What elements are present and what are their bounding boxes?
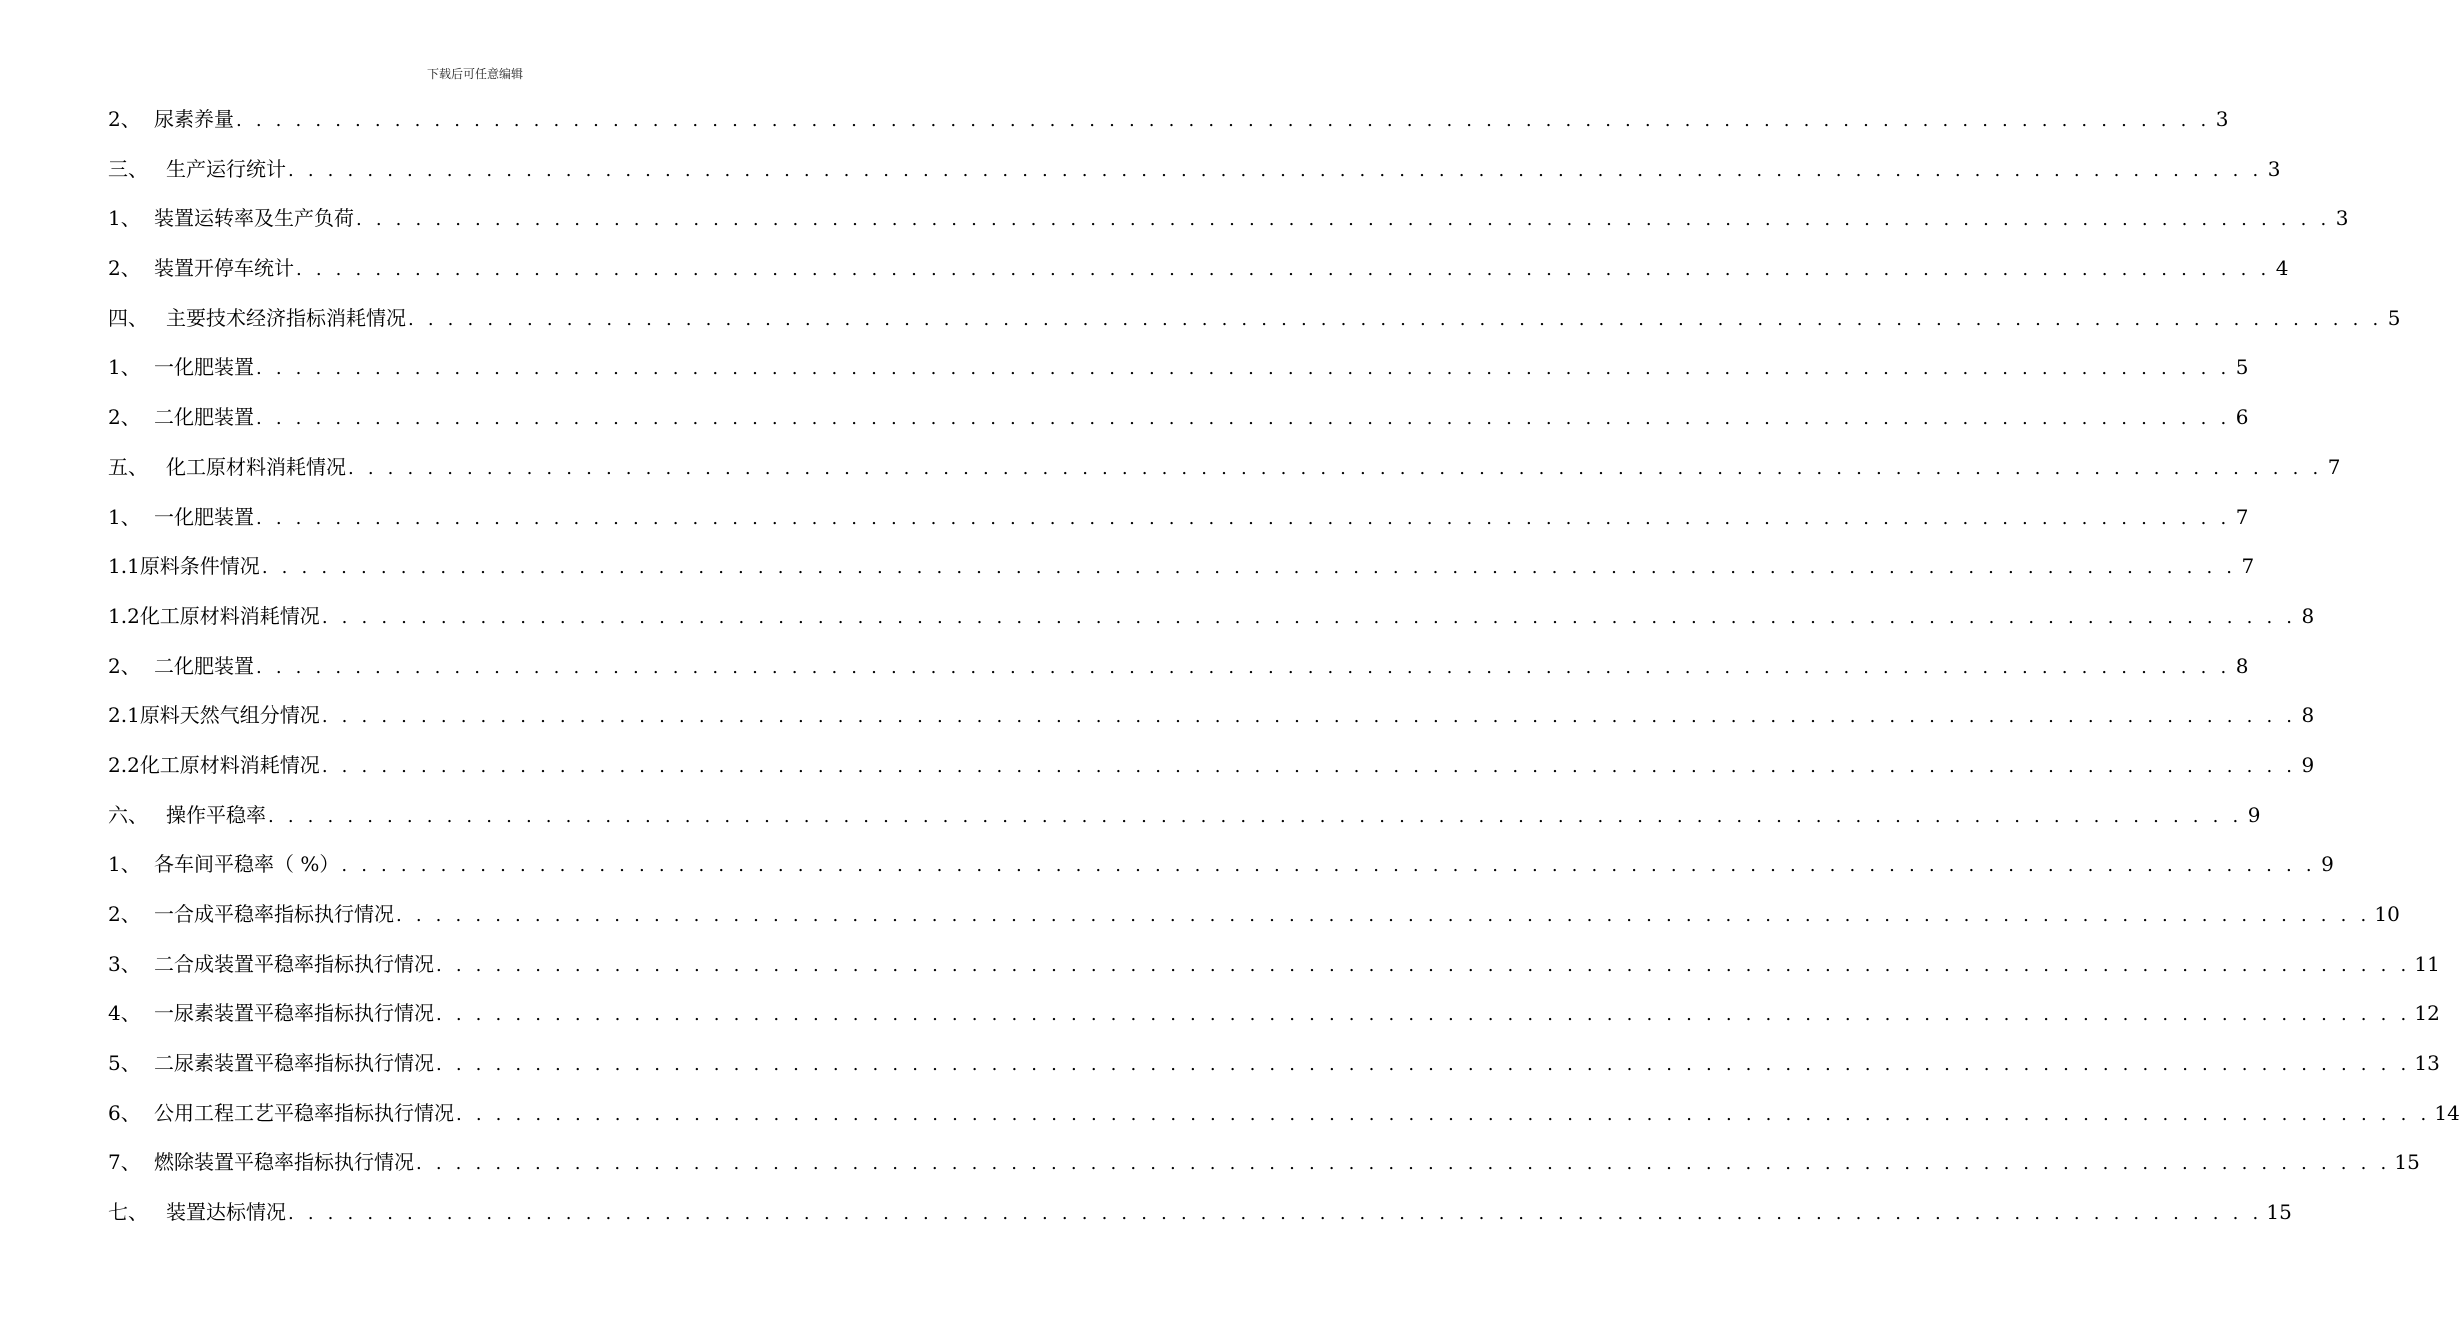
toc-entry[interactable]: [108, 1048, 2440, 1098]
toc-dot-leader: . . . . . . . . . . . . . . . . . . . . . . . . . . . . . . . . . . . . . . . . . . . . . . . . . . . . . . . . . . . . . . . . . . . . . . . . . . . . . . . . . . . . . . . . . . . . . . . . . . . .: [288, 1203, 2263, 1225]
toc-entry-number: 2.1: [108, 703, 140, 728]
toc-dot-leader: . . . . . . . . . . . . . . . . . . . . . . . . . . . . . . . . . . . . . . . . . . . . . . . . . . . . . . . . . . . . . . . . . . . . . . . . . . . . . . . . . . . . . . . . . . . . . . . . . . . .: [408, 308, 2383, 330]
toc-dot-leader: . . . . . . . . . . . . . . . . . . . . . . . . . . . . . . . . . . . . . . . . . . . . . . . . . . . . . . . . . . . . . . . . . . . . . . . . . . . . . . . . . . . . . . . . . . . . . . . . . . . .: [356, 209, 2331, 231]
toc-entry-page-number: 9: [2301, 752, 2315, 777]
toc-entry[interactable]: [108, 750, 2315, 800]
toc-entry[interactable]: [108, 452, 2341, 502]
toc-dot-leader: . . . . . . . . . . . . . . . . . . . . . . . . . . . . . . . . . . . . . . . . . . . . . . . . . . . . . . . . . . . . . . . . . . . . . . . . . . . . . . . . . . . . . . . . . . . . . . . . . . . .: [256, 358, 2231, 380]
toc-entry-title: 化工原材料消耗情况: [166, 454, 346, 479]
toc-entry-number: 2、: [108, 653, 141, 678]
toc-entry-page-number: 8: [2301, 703, 2315, 728]
toc-entry-number: 2、: [108, 107, 141, 131]
page-header: 下载后可任意编辑: [426, 67, 523, 81]
toc-dot-leader: . . . . . . . . . . . . . . . . . . . . . . . . . . . . . . . . . . . . . . . . . . . . . . . . . . . . . . . . . . . . . . . . . . . . . . . . . . . . . . . . . . . . . . . . . . . . . . . . . . . .: [416, 1153, 2391, 1175]
toc-entry-title: 装置达标情况: [166, 1200, 286, 1225]
toc-entry[interactable]: [108, 800, 2261, 850]
toc-entry-title: 操作平稳率: [166, 802, 266, 827]
toc-entry-page-number: 15: [2266, 1200, 2292, 1225]
toc-entry-number: 5、: [108, 1051, 141, 1076]
toc-dot-leader: . . . . . . . . . . . . . . . . . . . . . . . . . . . . . . . . . . . . . . . . . . . . . . . . . . . . . . . . . . . . . . . . . . . . . . . . . . . . . . . . . . . . . . . . . . . . . . . . . . . .: [256, 408, 2231, 430]
toc-entry-number: 2、: [108, 256, 141, 281]
toc-dot-leader: . . . . . . . . . . . . . . . . . . . . . . . . . . . . . . . . . . . . . . . . . . . . . . . . . . . . . . . . . . . . . . . . . . . . . . . . . . . . . . . . . . . . . . . . . . . . . . . . . . . .: [236, 110, 2211, 131]
toc-entry-title: 主要技术经济指标消耗情况: [166, 305, 406, 330]
toc-entry-number: 1.2: [108, 603, 140, 628]
toc-dot-leader: . . . . . . . . . . . . . . . . . . . . . . . . . . . . . . . . . . . . . . . . . . . . . . . . . . . . . . . . . . . . . . . . . . . . . . . . . . . . . . . . . . . . . . . . . . . . . . . . . . . .: [436, 954, 2411, 976]
toc-entry-title: 二化肥装置: [154, 653, 254, 678]
toc-entry-title: 公用工程工艺平稳率指标执行情况: [154, 1100, 454, 1125]
toc-entry-title: 二合成装置平稳率指标执行情况: [154, 951, 434, 976]
table-of-contents: [108, 104, 2460, 1247]
toc-entry-page-number: 7: [2235, 504, 2249, 529]
toc-dot-leader: . . . . . . . . . . . . . . . . . . . . . . . . . . . . . . . . . . . . . . . . . . . . . . . . . . . . . . . . . . . . . . . . . . . . . . . . . . . . . . . . . . . . . . . . . . . . . . . . . . . .: [436, 1004, 2411, 1026]
toc-entry[interactable]: [108, 998, 2440, 1048]
toc-entry-number: 六、: [108, 802, 148, 827]
toc-entry-page-number: 9: [2321, 852, 2334, 877]
toc-entry[interactable]: [108, 1147, 2420, 1197]
toc-entry-number: 七、: [108, 1200, 148, 1225]
toc-entry[interactable]: [108, 700, 2315, 750]
toc-entry-page-number: 3: [2335, 206, 2349, 231]
toc-entry[interactable]: [108, 352, 2249, 402]
toc-dot-leader: . . . . . . . . . . . . . . . . . . . . . . . . . . . . . . . . . . . . . . . . . . . . . . . . . . . . . . . . . . . . . . . . . . . . . . . . . . . . . . . . . . . . . . . . . . . . . . . . . . . .: [396, 905, 2371, 926]
toc-dot-leader: . . . . . . . . . . . . . . . . . . . . . . . . . . . . . . . . . . . . . . . . . . . . . . . . . . . . . . . . . . . . . . . . . . . . . . . . . . . . . . . . . . . . . . . . . . . . . . . . . . . .: [256, 656, 2231, 678]
toc-entry-title: 一合成平稳率指标执行情况: [154, 902, 394, 926]
toc-entry-title: 二尿素装置平稳率指标执行情况: [154, 1051, 434, 1076]
toc-dot-leader: . . . . . . . . . . . . . . . . . . . . . . . . . . . . . . . . . . . . . . . . . . . . . . . . . . . . . . . . . . . . . . . . . . . . . . . . . . . . . . . . . . . . . . . . . . . . . . . . . . . .: [288, 159, 2263, 181]
toc-entry[interactable]: [108, 154, 2281, 204]
toc-dot-leader: . . . . . . . . . . . . . . . . . . . . . . . . . . . . . . . . . . . . . . . . . . . . . . . . . . . . . . . . . . . . . . . . . . . . . . . . . . . . . . . . . . . . . . . . . . . . . . . . . . . .: [456, 1103, 2431, 1125]
toc-entry-number: 五、: [108, 454, 148, 479]
toc-entry-title: 原料天然气组分情况: [139, 703, 320, 728]
toc-entry-page-number: 14: [2434, 1100, 2460, 1125]
toc-entry-page-number: 9: [2247, 802, 2261, 827]
toc-entry-number: 7、: [108, 1150, 141, 1175]
toc-entry[interactable]: [108, 899, 2400, 949]
toc-dot-leader: . . . . . . . . . . . . . . . . . . . . . . . . . . . . . . . . . . . . . . . . . . . . . . . . . . . . . . . . . . . . . . . . . . . . . . . . . . . . . . . . . . . . . . . . . . . . . . . . . . . .: [341, 855, 2316, 877]
toc-entry-title: 一尿素装置平稳率指标执行情况: [154, 1001, 434, 1026]
toc-entry[interactable]: [108, 601, 2315, 651]
toc-entry-number: 1.1: [108, 554, 140, 579]
toc-entry-title: 二化肥装置: [154, 405, 254, 430]
toc-entry-number: 1、: [108, 355, 141, 380]
toc-entry-page-number: 6: [2235, 405, 2249, 430]
toc-entry[interactable]: [108, 104, 2229, 154]
toc-entry-number: 3、: [108, 951, 141, 976]
toc-entry-title: 燃除装置平稳率指标执行情况: [154, 1150, 414, 1175]
toc-entry-number: 三、: [108, 156, 148, 181]
toc-dot-leader: . . . . . . . . . . . . . . . . . . . . . . . . . . . . . . . . . . . . . . . . . . . . . . . . . . . . . . . . . . . . . . . . . . . . . . . . . . . . . . . . . . . . . . . . . . . . . . . . . . . .: [321, 706, 2297, 728]
toc-dot-leader: . . . . . . . . . . . . . . . . . . . . . . . . . . . . . . . . . . . . . . . . . . . . . . . . . . . . . . . . . . . . . . . . . . . . . . . . . . . . . . . . . . . . . . . . . . . . . . . . . . . .: [436, 1054, 2411, 1076]
toc-entry-page-number: 7: [2241, 554, 2255, 579]
toc-entry-page-number: 4: [2275, 256, 2289, 281]
toc-entry-page-number: 8: [2235, 653, 2249, 678]
toc-entry-title: 化工原材料消耗情况: [139, 752, 320, 777]
toc-entry-number: 2.2: [108, 752, 140, 777]
toc-dot-leader: . . . . . . . . . . . . . . . . . . . . . . . . . . . . . . . . . . . . . . . . . . . . . . . . . . . . . . . . . . . . . . . . . . . . . . . . . . . . . . . . . . . . . . . . . . . . . . . . . . . .: [348, 457, 2323, 479]
toc-entry-title: 原料条件情况: [139, 554, 260, 579]
toc-entry[interactable]: [108, 402, 2249, 452]
toc-entry-page-number: 15: [2394, 1150, 2420, 1175]
toc-entry-title: 尿素养量: [154, 107, 234, 131]
toc-entry[interactable]: [108, 203, 2349, 253]
toc-entry-title: 各车间平稳率（ %）: [154, 852, 340, 877]
toc-entry-number: 6、: [108, 1100, 141, 1125]
toc-entry-page-number: 5: [2387, 305, 2401, 330]
toc-entry-number: 1、: [108, 504, 141, 529]
toc-entry-page-number: 3: [2215, 107, 2229, 131]
toc-dot-leader: . . . . . . . . . . . . . . . . . . . . . . . . . . . . . . . . . . . . . . . . . . . . . . . . . . . . . . . . . . . . . . . . . . . . . . . . . . . . . . . . . . . . . . . . . . . . . . . . . . . .: [256, 507, 2231, 529]
toc-entry-number: 1、: [108, 852, 141, 877]
toc-dot-leader: . . . . . . . . . . . . . . . . . . . . . . . . . . . . . . . . . . . . . . . . . . . . . . . . . . . . . . . . . . . . . . . . . . . . . . . . . . . . . . . . . . . . . . . . . . . . . . . . . . . .: [321, 606, 2297, 628]
toc-dot-leader: . . . . . . . . . . . . . . . . . . . . . . . . . . . . . . . . . . . . . . . . . . . . . . . . . . . . . . . . . . . . . . . . . . . . . . . . . . . . . . . . . . . . . . . . . . . . . . . . . . . .: [321, 755, 2297, 777]
toc-entry-number: 四、: [108, 305, 148, 330]
toc-entry-page-number: 10: [2374, 902, 2400, 926]
toc-entry-number: 2、: [108, 405, 141, 430]
toc-entry-page-number: 7: [2327, 454, 2341, 479]
toc-entry-page-number: 3: [2267, 156, 2281, 181]
toc-entry-title: 化工原材料消耗情况: [139, 603, 320, 628]
toc-entry-title: 生产运行统计: [166, 156, 286, 181]
toc-dot-leader: . . . . . . . . . . . . . . . . . . . . . . . . . . . . . . . . . . . . . . . . . . . . . . . . . . . . . . . . . . . . . . . . . . . . . . . . . . . . . . . . . . . . . . . . . . . . . . . . . . . .: [268, 805, 2243, 827]
toc-entry[interactable]: [108, 253, 2289, 303]
toc-entry-title: 一化肥装置: [154, 355, 254, 380]
toc-entry-number: 2、: [108, 902, 141, 926]
toc-entry[interactable]: [108, 303, 2401, 353]
toc-entry-page-number: 13: [2414, 1051, 2440, 1076]
toc-dot-leader: . . . . . . . . . . . . . . . . . . . . . . . . . . . . . . . . . . . . . . . . . . . . . . . . . . . . . . . . . . . . . . . . . . . . . . . . . . . . . . . . . . . . . . . . . . . . . . . . . . . .: [261, 557, 2237, 579]
toc-entry[interactable]: [108, 651, 2249, 701]
toc-entry-number: 4、: [108, 1001, 141, 1026]
toc-entry[interactable]: [108, 551, 2255, 601]
toc-entry-title: 装置运转率及生产负荷: [154, 206, 354, 231]
toc-entry[interactable]: [108, 849, 2334, 899]
toc-entry-page-number: 12: [2414, 1001, 2440, 1026]
toc-entry[interactable]: [108, 1197, 2292, 1247]
toc-entry-title: 一化肥装置: [154, 504, 254, 529]
toc-entry-page-number: 11: [2414, 951, 2440, 976]
toc-entry-page-number: 8: [2301, 603, 2315, 628]
toc-entry[interactable]: [108, 502, 2249, 552]
toc-entry[interactable]: [108, 1098, 2460, 1148]
toc-entry-number: 1、: [108, 206, 141, 231]
toc-entry[interactable]: [108, 949, 2440, 999]
toc-entry-page-number: 5: [2235, 355, 2249, 380]
toc-entry-title: 装置开停车统计: [154, 256, 294, 281]
toc-dot-leader: . . . . . . . . . . . . . . . . . . . . . . . . . . . . . . . . . . . . . . . . . . . . . . . . . . . . . . . . . . . . . . . . . . . . . . . . . . . . . . . . . . . . . . . . . . . . . . . . . . . .: [296, 259, 2271, 281]
